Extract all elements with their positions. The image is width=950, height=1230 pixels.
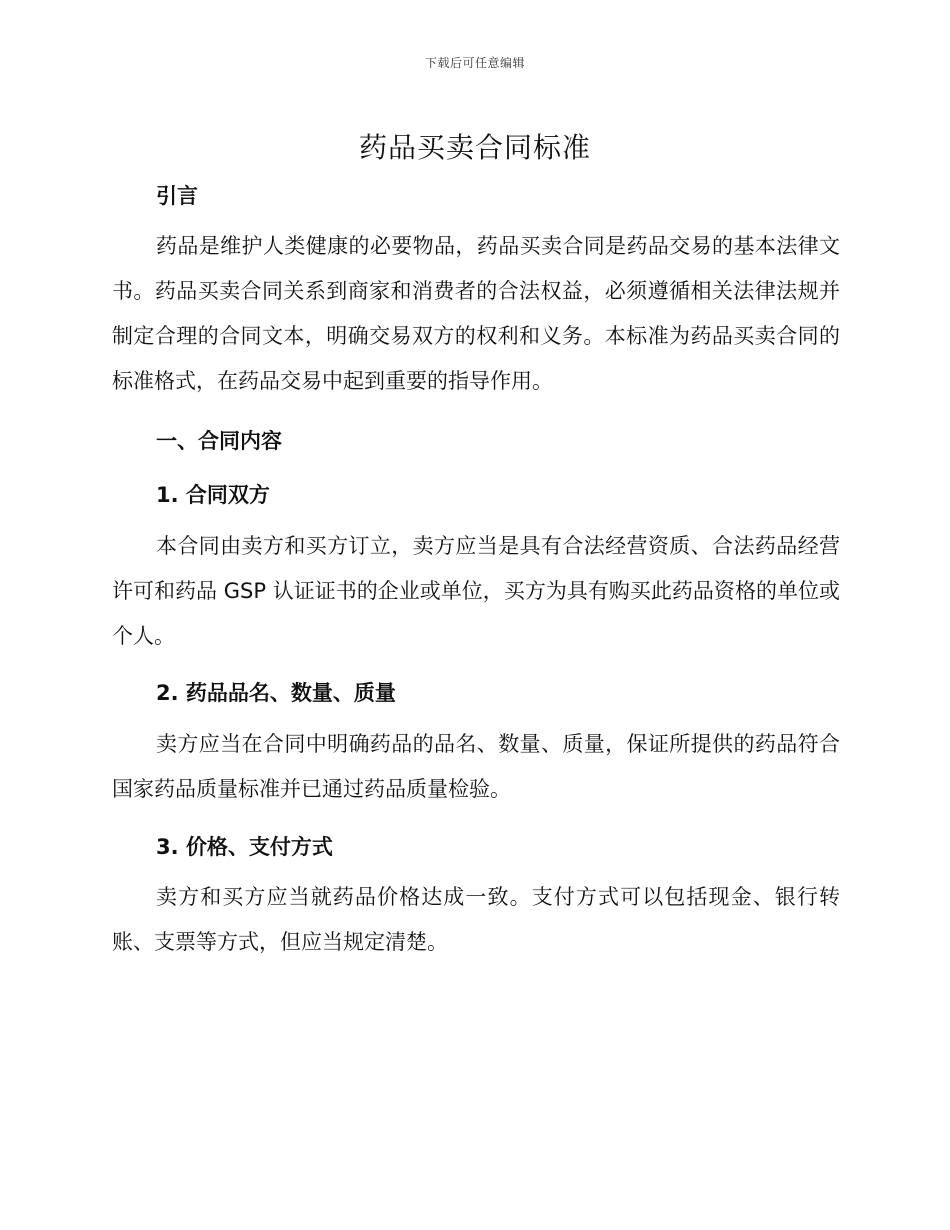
item1-paragraph: 本合同由卖方和买方订立，卖方应当是具有合法经营资质、合法药品经营许可和药品 GSP 认证证书的企业或单位，买方为具有购买此药品资格的单位或个人。: [112, 534, 840, 648]
section1-heading: 一、合同内容: [156, 429, 282, 453]
header-note: 下载后可任意编辑: [424, 56, 525, 70]
item3-heading: 3. 价格、支付方式: [156, 835, 333, 859]
item3-paragraph: 卖方和买方应当就药品价格达成一致。支付方式可以包括现金、银行转账、支票等方式，但应当规定清楚。: [112, 885, 840, 954]
item2-heading: 2. 药品品名、数量、质量: [156, 681, 396, 705]
intro-paragraph: 药品是维护人类健康的必要物品，药品买卖合同是药品交易的基本法律文书。药品买卖合同关系到商家和消费者的合法权益，必须遵循相关法律法规并制定合理的合同文本，明确交易双方的权利和义务。本标准为药品买卖合同的标准格式，在药品交易中起到重要的指导作用。: [112, 234, 840, 393]
intro-heading: 引言: [156, 184, 198, 208]
item1-heading: 1. 合同双方: [156, 483, 270, 507]
document-title: 药品买卖合同标准: [358, 131, 591, 164]
item2-paragraph: 卖方应当在合同中明确药品的品名、数量、质量，保证所提供的药品符合国家药品质量标准并已通过药品质量检验。: [112, 732, 840, 801]
